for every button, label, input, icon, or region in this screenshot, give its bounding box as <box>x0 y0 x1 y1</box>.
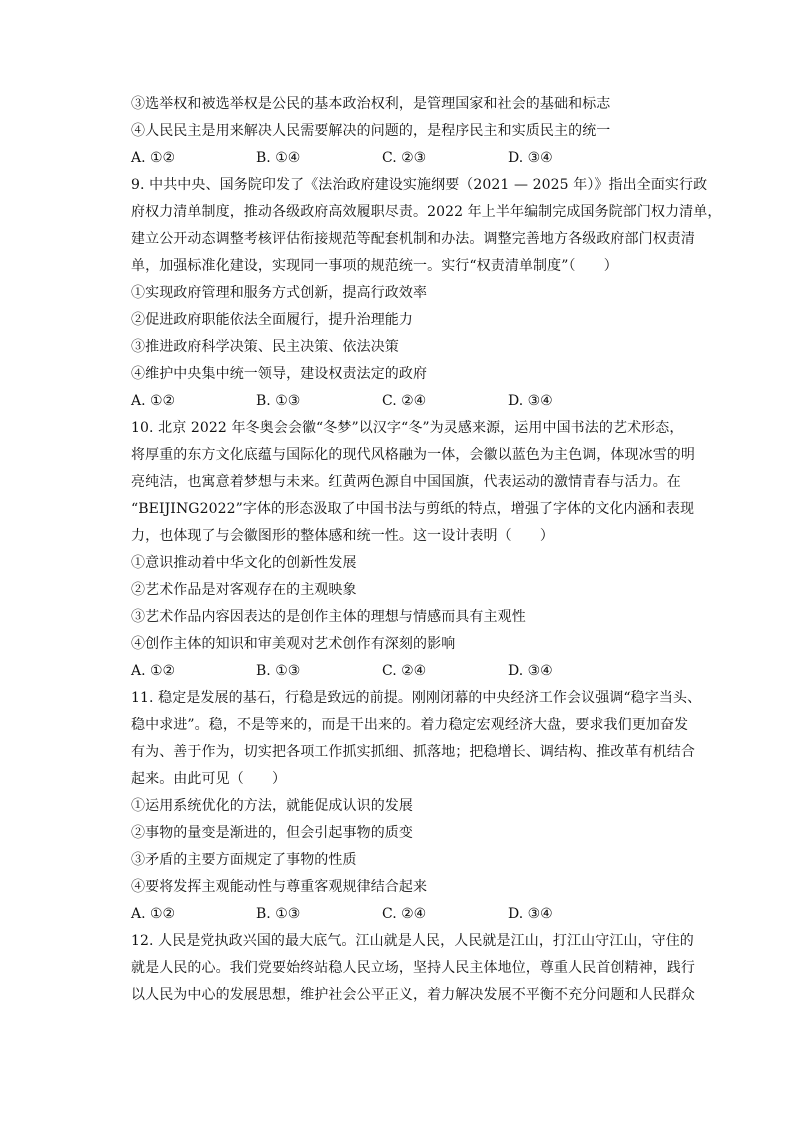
question-stem-line: “BEIJING2022”字体的形态汲取了中国书法与剪纸的特点，增强了字体的文化内涵和表现 <box>131 501 695 517</box>
question-10 <box>131 415 695 685</box>
question-stem-line: 有为、善于作为，切实把各项工作抓实抓细、抓落地；把稳增长、调结构、推改革有机结合 <box>131 744 695 760</box>
answer-item: ①实现政府管理和服务方式创新，提高行政效率 <box>131 285 428 301</box>
question-stem-line: 府权力清单制度，推动各级政府高效履职尽责。2022 年上半年编制完成国务院部门权力清单， <box>131 204 722 220</box>
choice-b: B. ①③ <box>256 663 301 679</box>
question-stem-line: 起来。由此可见（ ） <box>131 771 287 787</box>
exam-content <box>131 91 722 1009</box>
choice-a: A. ①② <box>131 663 176 679</box>
question-stem-line: 12. 人民是党执政兴国的最大底气。江山就是人民，人民就是江山，打江山守江山，守住的 <box>131 933 694 949</box>
choice-options <box>131 658 691 685</box>
choice-c: C. ②④ <box>382 663 427 679</box>
choice-a: A. ①② <box>131 906 176 922</box>
question-12 <box>131 928 695 1009</box>
question-stem-line: 9. 中共中央、国务院印发了《法治政府建设实施纲要（2021 — 2025 年）》指出全面实行政 <box>131 177 708 193</box>
question-stem-line: 就是人民的心。我们党要始终站稳人民立场，坚持人民主体地位，尊重人民首创精神，践行 <box>131 960 695 976</box>
choice-options <box>131 901 691 928</box>
choice-b: B. ①④ <box>256 150 301 166</box>
answer-item: ④人民民主是用来解决人民需要解决的问题的，是程序民主和实质民主的统一 <box>131 123 611 139</box>
answer-item: ④维护中央集中统一领导，建设权责法定的政府 <box>131 366 428 382</box>
question-stem-line: 将厚重的东方文化底蕴与国际化的现代风格融为一体，会徽以蓝色为主色调，体现冰雪的明 <box>131 447 695 463</box>
choice-b: B. ①③ <box>256 906 301 922</box>
choice-options <box>131 388 691 415</box>
choice-c: C. ②③ <box>382 150 427 166</box>
question-stem-line: 亮纯洁，也寓意着梦想与未来。红黄两色源自中国国旗，代表运动的激情青春与活力。在 <box>131 474 681 490</box>
question-stem-line: 10. 北京 2022 年冬奥会会徽“冬梦”以汉字“冬”为灵感来源，运用中国书法的艺术形态， <box>131 420 684 436</box>
choice-b: B. ①③ <box>256 393 301 409</box>
answer-item: ②促进政府职能依法全面履行，提升治理能力 <box>131 312 413 328</box>
choice-d: D. ③④ <box>508 906 553 922</box>
choice-d: D. ③④ <box>508 393 553 409</box>
choice-d: D. ③④ <box>508 663 553 679</box>
answer-item: ④要将发挥主观能动性与尊重客观规律结合起来 <box>131 879 428 895</box>
question-stem-line: 建立公开动态调整考核评估衔接规范等配套机制和办法。调整完善地方各级政府部门权责清 <box>131 231 695 247</box>
answer-item: ②艺术作品是对客观存在的主观映象 <box>131 582 357 598</box>
answer-item: ④创作主体的知识和审美观对艺术创作有深刻的影响 <box>131 636 456 652</box>
answer-item: ③矛盾的主要方面规定了事物的性质 <box>131 852 357 868</box>
question-stem-line: 力，也体现了与会徽图形的整体感和统一性。这一设计表明（ ） <box>131 528 554 544</box>
question-stem-line: 单，加强标准化建设，实现同一事项的规范统一。实行“权责清单制度”（ ） <box>131 258 618 274</box>
choice-a: A. ①② <box>131 393 176 409</box>
choice-options <box>131 145 691 172</box>
choice-c: C. ②④ <box>382 393 427 409</box>
answer-item: ①意识推动着中华文化的创新性发展 <box>131 555 357 571</box>
answer-item: ①运用系统优化的方法，就能促成认识的发展 <box>131 798 413 814</box>
answer-item: ②事物的量变是渐进的，但会引起事物的质变 <box>131 825 413 841</box>
answer-item: ③推进政府科学决策、民主决策、依法决策 <box>131 339 399 355</box>
question-stem-line: 以人民为中心的发展思想，维护社会公平正义，着力解决发展不平衡不充分问题和人民群众 <box>131 987 695 1003</box>
question-9 <box>131 172 722 415</box>
choice-a: A. ①② <box>131 150 176 166</box>
question-stem-line: 11. 稳定是发展的基石，行稳是致远的前提。刚刚闭幕的中央经济工作会议强调“稳字当头、 <box>131 690 702 706</box>
question-11 <box>131 685 702 928</box>
question-stem-line: 稳中求进”。稳，不是等来的，而是干出来的。着力稳定宏观经济大盘，要求我们更加奋发 <box>131 717 689 733</box>
choice-d: D. ③④ <box>508 150 553 166</box>
answer-item: ③艺术作品内容因表达的是创作主体的理想与情感而具有主观性 <box>131 609 526 625</box>
answer-item: ③选举权和被选举权是公民的基本政治权利，是管理国家和社会的基础和标志 <box>131 96 611 112</box>
choice-c: C. ②④ <box>382 906 427 922</box>
